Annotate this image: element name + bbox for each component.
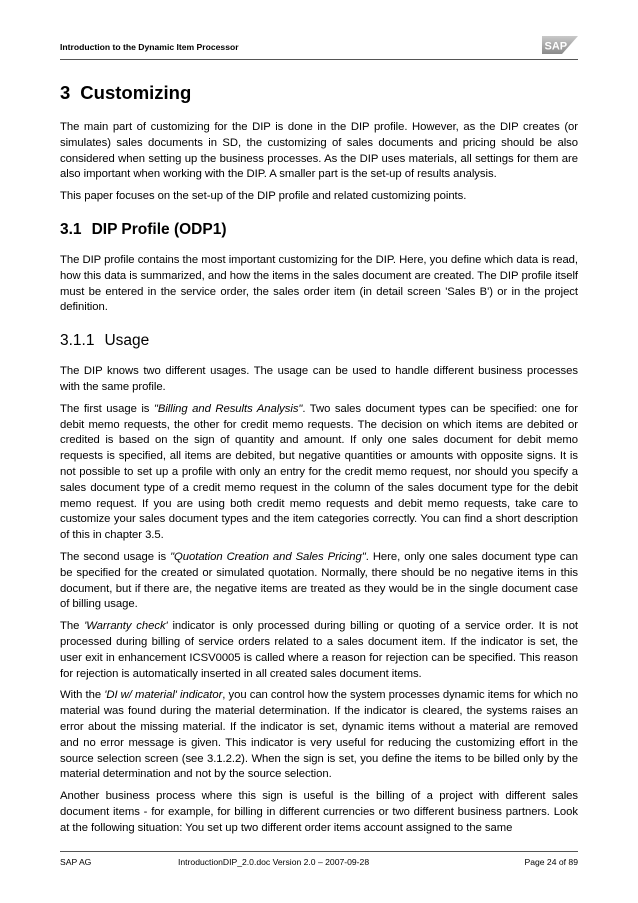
section-paragraph: The main part of customizing for the DIP is done in the DIP profile. However, as the DIP creates (or simulates) sales documents in SD, the customizing of sales documents and pricing should be also considered when setting up the business processes. As the DIP uses materials, all settings for them are also important when working with the DIP. A smaller part is the set-up of results analysis. <box>60 121 578 181</box>
subsection-title: DIP Profile (ODP1) <box>91 220 227 238</box>
footer-page-number: Page 24 of 89 <box>524 857 578 867</box>
usage-paragraph-warranty: The 'Warranty check' indicator is only processed during billing or quoting of a service order. It is not processed during billing of service orders related to a sales document item. If the indicator is set, the user exit in enhancement ICSV0005 is called where a reason for rejection can be specified. This reason for rejection is automatically inserted in all created sales document items. <box>60 620 579 680</box>
usage-paragraph-project: Another business process where this sign is useful is the billing of a project with different sales document items - for example, for billing in different currencies or two different business partners. Look at the following situation: You set up two different order items account assigned to the same <box>60 790 578 834</box>
usage-paragraph-quotation: The second usage is "Quotation Creation and Sales Pricing". Here, only one sales document type can be specified for the created or simulated quotation. Normally, there should be no negative items in this document, but if there are, the negative items are treated as they would be in the single document case of billing usage. <box>60 550 579 611</box>
subsection-heading <box>60 219 578 241</box>
section-paragraph: This paper focuses on the set-up of the DIP profile and related customizing points. <box>60 190 467 203</box>
sap-logo-icon <box>542 36 578 54</box>
header-divider <box>60 59 578 60</box>
svg-text:SAP: SAP <box>544 40 568 53</box>
page-content <box>60 80 578 842</box>
subsubsection-heading <box>60 330 578 352</box>
page-header <box>60 36 578 58</box>
section-number: 3 <box>60 82 71 103</box>
section-title: Customizing <box>80 82 192 103</box>
subsubsection-title: Usage <box>104 332 150 350</box>
footer-document: IntroductionDIP_2.0.doc Version 2.0 – 2007-09-28 <box>178 857 370 867</box>
section-heading <box>60 80 578 106</box>
header-title: Introduction to the Dynamic Item Processor <box>60 42 239 52</box>
usage-paragraph-material: With the 'DI w/ material' indicator, you can control how the system processes dynamic items for which no material was found during the material determination. If the indicator is cleared, the systems raises an error about the missing material. If the indicator is set, dynamic items without a material are removed and no error message is given. This indicator is very useful for reducing the customizing effort in the source selection screen (see 3.1.2.2). When the sign is set, you define the items to be billed only by the material determination and not by the source selection. <box>60 689 578 781</box>
usage-paragraph-billing: The first usage is "Billing and Results Analysis". Two sales document types can be specified: one for debit memo requests, the other for credit memo requests. The decision on which items are debited or credited is based on the sign of quantity and amount. If only one sales document for debit memo requests is specified, all items are debited, but negative quantities or amounts with opposite signs. It is not possible to set up a profile with only an entry for the credit memo request, nor should you specify a sales document type of a credit memo request in the column of the sales document type for the debit memo request. If you are using both credit memo requests and debit memo requests, take care to customize your sales document types and the item categories correctly. You can find a short description of this in chapter 3.5. <box>60 402 578 542</box>
subsection-paragraph: The DIP profile contains the most important customizing for the DIP. Here, you define which data is read, how this data is summarized, and how the items in the sales document are created. The DIP profile itself must be entered in the service order, the sales order item (in detail screen 'Sales B') or in the project definition. <box>60 253 578 314</box>
footer-divider <box>60 851 578 852</box>
usage-paragraph: The DIP knows two different usages. The usage can be used to handle different business processes with the same profile. <box>60 365 578 393</box>
subsection-number: 3.1 <box>60 220 82 238</box>
subsubsection-number: 3.1.1 <box>60 332 95 350</box>
footer-company: SAP AG <box>60 857 92 867</box>
